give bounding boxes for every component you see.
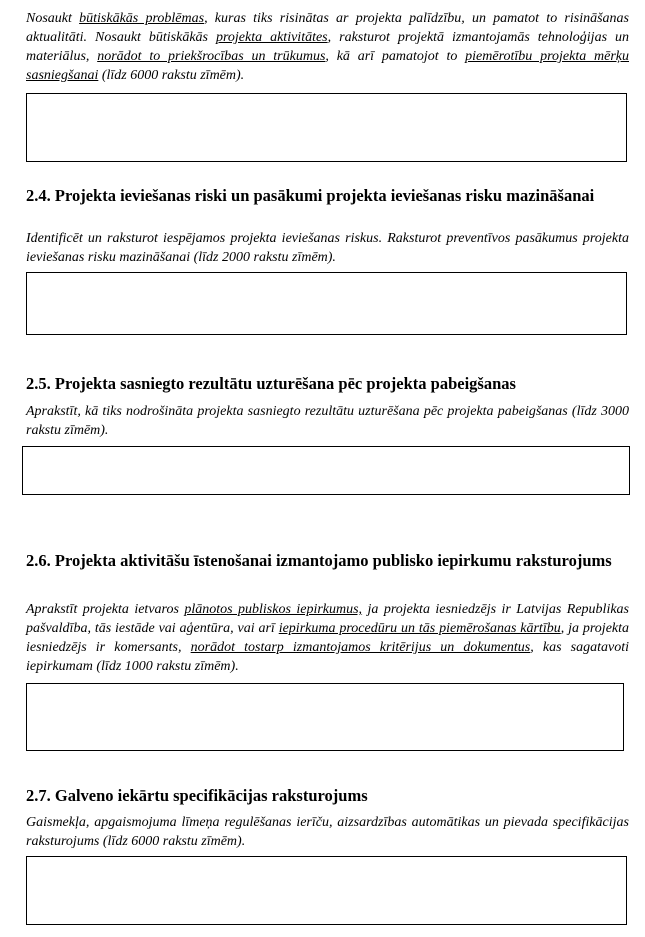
section-2-7-title: 2.7. Galveno iekārtu specifikācijas raksturojums [26,786,368,805]
section-2-5-title: 2.5. Projekta sasniegto rezultātu uzturēšana pēc projekta pabeigšanas [26,374,516,393]
answer-box-2-6[interactable] [26,683,624,751]
answer-box-2-5[interactable] [22,446,630,495]
section-2-4-title: 2.4. Projekta ieviešanas riski un pasākumi projekta ieviešanas risku mazināšanai [26,186,595,205]
section-2-5-description: Aprakstīt, kā tiks nodrošināta projekta sasniegto rezultātu uzturēšana pēc projekta pabeigšanas (līdz 3000 rakstu zīmēm). [26,404,629,438]
section-2-6-title: 2.6. Projekta aktivitāšu īstenošanai izmantojamo publisko iepirkumu raksturojums [26,551,612,570]
answer-box-2-3[interactable] [26,93,627,162]
answer-box-2-4[interactable] [26,272,627,335]
section-2-6-description: Aprakstīt projekta ietvaros plānotos publiskos iepirkumus, ja projekta iesniedzējs ir Latvijas Republikas pašvaldība, tās iestāde vai aģentūra, vai arī iepirkuma procedūru un tās piemērošanas kārtību, ja projekta iesniedzējs ir komersants, norādot tostarp izmantojamos kritērijus un dokumentus, kas sagatavoti iepirkumam (līdz 1000 rakstu zīmēm). [26,602,630,674]
section-2-7-description: Gaismekļa, apgaismojuma līmeņa regulēšanas ierīču, aizsardzības automātikas un pievada specifikācijas raksturojums (līdz 6000 rakstu zīmēm). [26,815,629,849]
section-2-4-description: Identificēt un raksturot iespējamos projekta ieviešanas riskus. Raksturot preventīvos pasākumus projekta ieviešanas risku mazināšanai (līdz 2000 rakstu zīmēm). [26,231,629,265]
answer-box-2-7[interactable] [26,856,627,925]
intro-description: Nosaukt būtiskākās problēmas, kuras tiks risinātas ar projekta palīdzību, un pamatot to risināšanas aktualitāti. Nosaukt būtiskākās projekta aktivitātes, raksturot projektā izmantojamās tehnoloģijas un materiālus, norādot to priekšrocības un trūkumus, kā arī pamatojot to piemērotību projekta mērķu sasniegšanai (līdz 6000 rakstu zīmēm). [26,11,629,83]
